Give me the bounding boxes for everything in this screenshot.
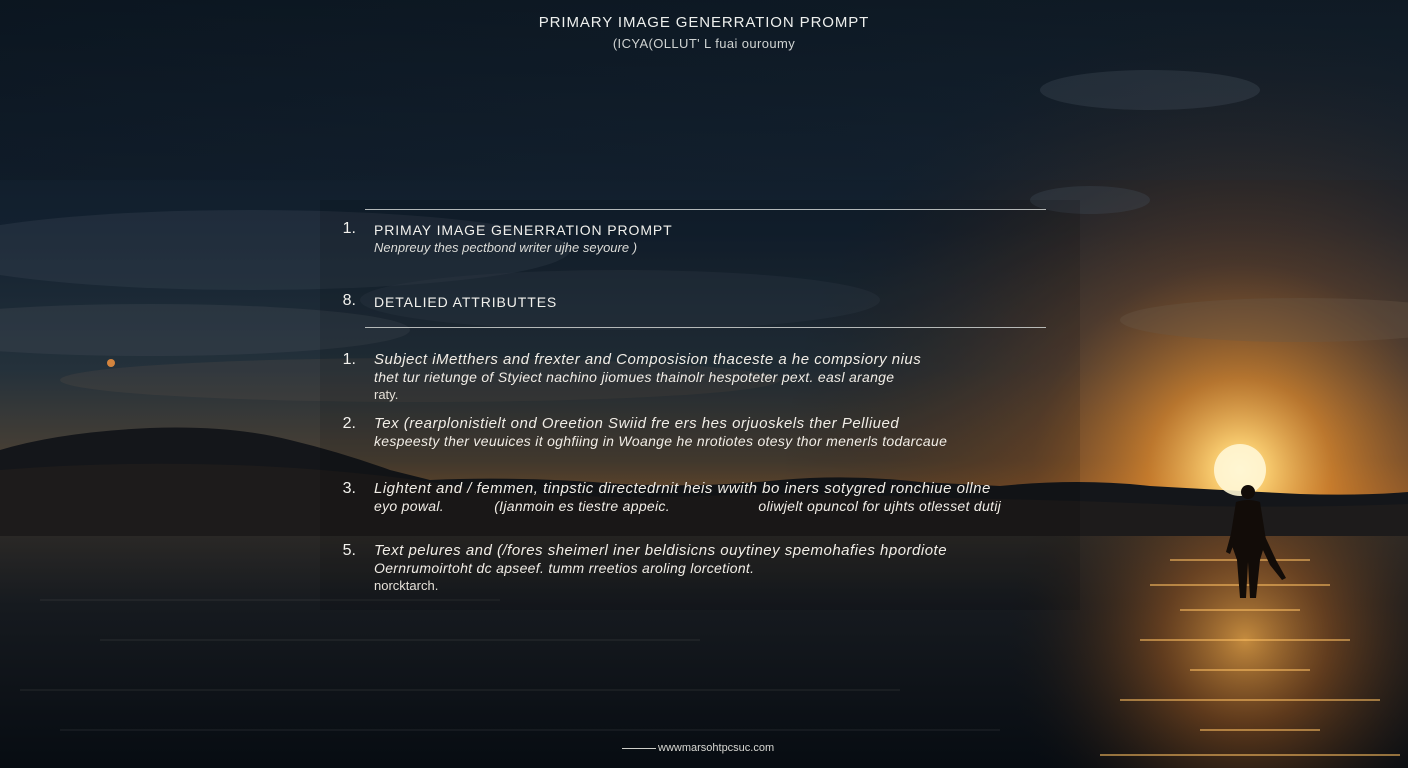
list-item <box>374 542 1032 594</box>
divider-middle <box>365 327 1046 328</box>
section-heading: DETALIED ATTRIBUTTES <box>374 294 558 310</box>
divider-top <box>365 209 1046 210</box>
list-item-line: Tex (rearplonistielt ond Oreetion Swiid fre ers hes orjuoskels ther Pelliued <box>374 415 900 432</box>
list-item-line: norcktarch. <box>374 578 439 593</box>
page-title: PRIMARY IMAGE GENERRATION PROMPT <box>538 14 870 31</box>
list-item-col: (Ijanmoin es tiestre appeic. <box>494 498 670 514</box>
list-item <box>374 415 1032 450</box>
section-number: 8. <box>342 292 356 309</box>
list-item-line: raty. <box>374 387 399 402</box>
list-item-line: thet tur rietunge of Styiect nachino jiomues thainolr hespoteter pext. easl arange <box>374 369 895 385</box>
footer-url: wwwmarsohtpcsuc.com <box>658 742 775 754</box>
list-item-line: Subject iMetthers and frexter and Composision thaceste a he compsiory nius <box>374 351 922 368</box>
section-subline: Nenpreuy thes pectbond writer ujhe seyoure ) <box>374 240 638 255</box>
footer <box>622 742 774 754</box>
list-item-line: Oernrumoirtoht dc apseef. tumm rreetios aroling lorcetiont. <box>374 560 755 576</box>
list-item-line <box>374 497 1032 515</box>
page-header <box>0 14 1408 51</box>
list-item-col: eyo powal. <box>374 498 444 514</box>
list-item-number: 2. <box>342 415 356 432</box>
list-item-col: oliwjelt opuncol for ujhts otlesset dutij <box>758 498 1002 514</box>
list-item-number: 3. <box>342 480 356 497</box>
list-item-line: Lightent and / femmen, tinpstic directedrnit heis wwith bo iners sotygred ronchiue ollne <box>374 480 991 497</box>
list-item-number: 1. <box>342 351 356 368</box>
list-item-line: Text pelures and (/fores sheimerl iner beldisicns ouytiney spemohafies hpordiote <box>374 542 948 559</box>
page-subtitle: (ICYA(OLLUT' L fuai ouroumy <box>612 36 796 51</box>
section-heading: PRIMAY IMAGE GENERRATION PROMPT <box>374 222 673 238</box>
list-item <box>374 351 1032 403</box>
list-item <box>374 480 1032 515</box>
section-number: 1. <box>342 220 356 237</box>
list-item-number: 5. <box>342 542 356 559</box>
list-item-line: kespeesty ther veuuices it oghfiing in Woange he nrotiotes otesy thor menerls todarcaue <box>374 433 948 449</box>
footer-dash <box>622 748 656 749</box>
